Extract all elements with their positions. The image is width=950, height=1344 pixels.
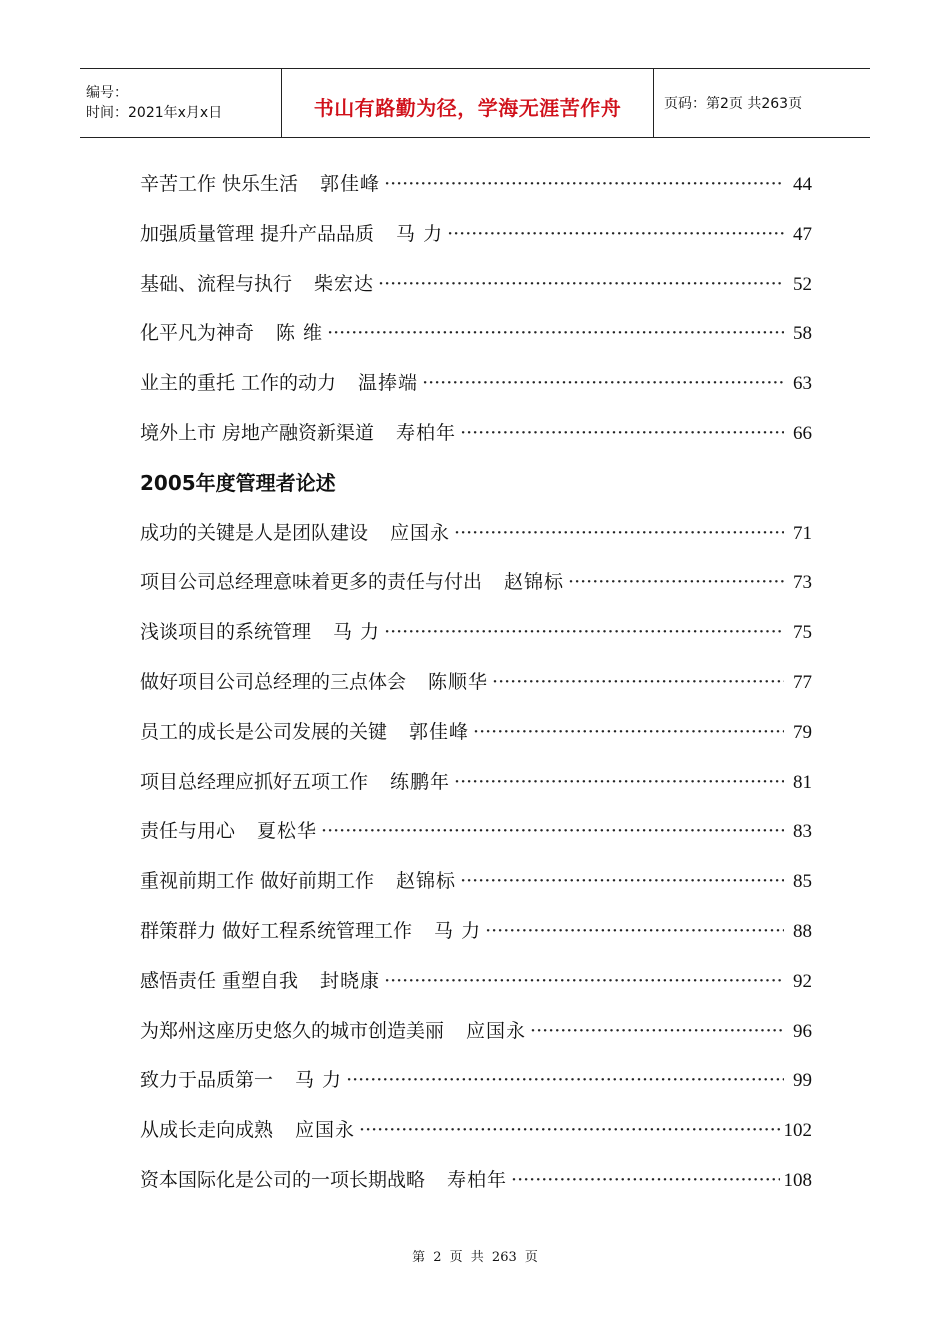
toc-entry-title: 浅谈项目的系统管理 bbox=[140, 621, 312, 644]
toc-entry-title: 重视前期工作 做好前期工作 bbox=[140, 870, 375, 893]
toc-leader-dots bbox=[346, 1056, 784, 1106]
toc-entry-title: 员工的成长是公司发展的关键 bbox=[140, 720, 388, 743]
toc-entry-author: 赵锦标 bbox=[396, 870, 457, 893]
toc-entry-page: 83 bbox=[793, 821, 812, 843]
toc-leader-dots bbox=[327, 309, 784, 359]
toc-entry-author: 赵锦标 bbox=[504, 571, 565, 594]
toc-entry-page: 92 bbox=[793, 970, 812, 992]
toc-entry-page: 63 bbox=[793, 373, 812, 395]
toc-entry-title: 责任与用心 bbox=[140, 820, 236, 843]
toc-entry-author: 封晓康 bbox=[320, 969, 381, 992]
toc-leader-dots bbox=[460, 857, 784, 907]
toc-entry-page: 81 bbox=[793, 771, 812, 793]
toc-entry-page: 79 bbox=[793, 721, 812, 743]
toc-entry-title: 加强质量管理 提升产品品质 bbox=[140, 222, 375, 245]
toc-entry[interactable] bbox=[140, 907, 812, 957]
toc-entry-author: 应国永 bbox=[466, 1019, 527, 1042]
toc-entry-page: 77 bbox=[793, 671, 812, 693]
toc-entry-title: 成功的关键是人是团队建设 bbox=[140, 521, 369, 544]
toc-leader-dots bbox=[511, 1156, 779, 1206]
toc-leader-dots bbox=[384, 160, 784, 210]
toc-entry[interactable] bbox=[140, 758, 812, 808]
toc-entry[interactable] bbox=[140, 807, 812, 857]
toc-leader-dots bbox=[454, 509, 784, 559]
toc-entry[interactable] bbox=[140, 558, 812, 608]
toc-entry[interactable] bbox=[140, 1106, 812, 1156]
table-of-contents bbox=[140, 160, 812, 1206]
toc-entry[interactable] bbox=[140, 857, 812, 907]
section-title: 2005年度管理者论述 bbox=[140, 470, 336, 495]
toc-entry-page: 47 bbox=[793, 223, 812, 245]
toc-leader-dots bbox=[422, 359, 784, 409]
toc-entry-title: 致力于品质第一 bbox=[140, 1069, 274, 1092]
toc-entry-page: 58 bbox=[793, 323, 812, 345]
toc-entry-author: 马 力 bbox=[434, 919, 482, 942]
toc-entry[interactable] bbox=[140, 658, 812, 708]
toc-entry-page: 66 bbox=[793, 422, 812, 444]
toc-leader-dots bbox=[447, 210, 784, 260]
toc-entry[interactable] bbox=[140, 210, 812, 260]
toc-entry-author: 陈顺华 bbox=[428, 670, 489, 693]
toc-entry-title: 做好项目公司总经理的三点体会 bbox=[140, 670, 407, 693]
toc-entry-author: 郭佳峰 bbox=[320, 173, 381, 195]
toc-entry-author: 柴宏达 bbox=[314, 272, 375, 295]
header-page-info bbox=[654, 69, 870, 137]
toc-leader-dots bbox=[384, 608, 784, 658]
toc-entry-title: 基础、流程与执行 bbox=[140, 272, 293, 295]
toc-leader-dots bbox=[530, 1007, 784, 1057]
toc-part-2 bbox=[140, 509, 812, 1206]
document-time: 时间：2021年x月x日 bbox=[86, 105, 223, 121]
toc-entry-author: 马 力 bbox=[295, 1069, 343, 1092]
toc-entry-title: 辛苦工作 快乐生活 bbox=[140, 173, 299, 195]
page-info: 页码：第2页 共263页 bbox=[664, 96, 803, 112]
toc-entry[interactable] bbox=[140, 957, 812, 1007]
toc-entry-title: 业主的重托 工作的动力 bbox=[140, 372, 337, 395]
toc-entry[interactable] bbox=[140, 509, 812, 559]
toc-entry-title: 感悟责任 重塑自我 bbox=[140, 969, 299, 992]
toc-leader-dots bbox=[492, 658, 784, 708]
toc-entry-author: 温捧端 bbox=[358, 372, 419, 395]
toc-entry-author: 寿柏年 bbox=[447, 1168, 508, 1191]
toc-leader-dots bbox=[359, 1106, 779, 1156]
toc-entry-author: 练鹏年 bbox=[390, 770, 451, 793]
toc-leader-dots bbox=[454, 758, 784, 808]
toc-entry-title: 资本国际化是公司的一项长期战略 bbox=[140, 1168, 426, 1191]
toc-entry-page: 108 bbox=[783, 1169, 812, 1191]
toc-entry[interactable] bbox=[140, 260, 812, 310]
toc-leader-dots bbox=[378, 260, 784, 310]
toc-entry-page: 71 bbox=[793, 522, 812, 544]
header-meta bbox=[80, 69, 282, 137]
toc-entry-title: 境外上市 房地产融资新渠道 bbox=[140, 421, 375, 444]
page-footer: 第 2 页 共 263 页 bbox=[412, 1250, 538, 1265]
toc-entry-page: 88 bbox=[793, 920, 812, 942]
toc-entry-page: 75 bbox=[793, 622, 812, 644]
toc-entry-title: 项目公司总经理意味着更多的责任与付出 bbox=[140, 571, 483, 594]
toc-leader-dots bbox=[321, 807, 784, 857]
toc-entry[interactable] bbox=[140, 359, 812, 409]
motto: 书山有路勤为径，学海无涯苦作舟 bbox=[313, 95, 622, 120]
toc-entry-title: 群策群力 做好工程系统管理工作 bbox=[140, 919, 413, 942]
toc-entry-page: 44 bbox=[793, 174, 812, 195]
toc-entry-page: 52 bbox=[793, 273, 812, 295]
toc-entry[interactable] bbox=[140, 160, 812, 210]
toc-leader-dots bbox=[384, 957, 784, 1007]
toc-leader-dots bbox=[485, 907, 784, 957]
toc-entry-title: 项目总经理应抓好五项工作 bbox=[140, 770, 369, 793]
toc-entry[interactable] bbox=[140, 1156, 812, 1206]
toc-entry[interactable] bbox=[140, 309, 812, 359]
toc-entry-author: 应国永 bbox=[295, 1119, 356, 1142]
toc-entry[interactable] bbox=[140, 1056, 812, 1106]
toc-entry-page: 102 bbox=[783, 1120, 812, 1142]
toc-entry[interactable] bbox=[140, 409, 812, 459]
document-number-label: 编号： bbox=[86, 85, 128, 101]
toc-part-1 bbox=[140, 160, 812, 459]
header-motto-cell bbox=[282, 69, 654, 137]
toc-entry-title: 为郑州这座历史悠久的城市创造美丽 bbox=[140, 1019, 445, 1042]
toc-entry-author: 马 力 bbox=[396, 222, 444, 245]
toc-entry-author: 马 力 bbox=[333, 621, 381, 644]
toc-entry-page: 96 bbox=[793, 1020, 812, 1042]
toc-entry-author: 应国永 bbox=[390, 521, 451, 544]
toc-entry[interactable] bbox=[140, 608, 812, 658]
toc-leader-dots bbox=[460, 409, 784, 459]
toc-entry-author: 寿柏年 bbox=[396, 421, 457, 444]
toc-entry-author: 郭佳峰 bbox=[409, 720, 470, 743]
toc-leader-dots bbox=[473, 708, 784, 758]
toc-entry-page: 85 bbox=[793, 871, 812, 893]
toc-entry-author: 陈 维 bbox=[276, 322, 324, 345]
toc-entry[interactable] bbox=[140, 1007, 812, 1057]
toc-leader-dots bbox=[568, 558, 784, 608]
page-header bbox=[80, 68, 870, 138]
toc-entry-page: 73 bbox=[793, 572, 812, 594]
toc-entry-page: 99 bbox=[793, 1070, 812, 1092]
toc-entry-title: 化平凡为神奇 bbox=[140, 322, 255, 345]
toc-entry[interactable] bbox=[140, 708, 812, 758]
toc-entry-title: 从成长走向成熟 bbox=[140, 1119, 274, 1142]
toc-entry-author: 夏松华 bbox=[257, 820, 318, 843]
